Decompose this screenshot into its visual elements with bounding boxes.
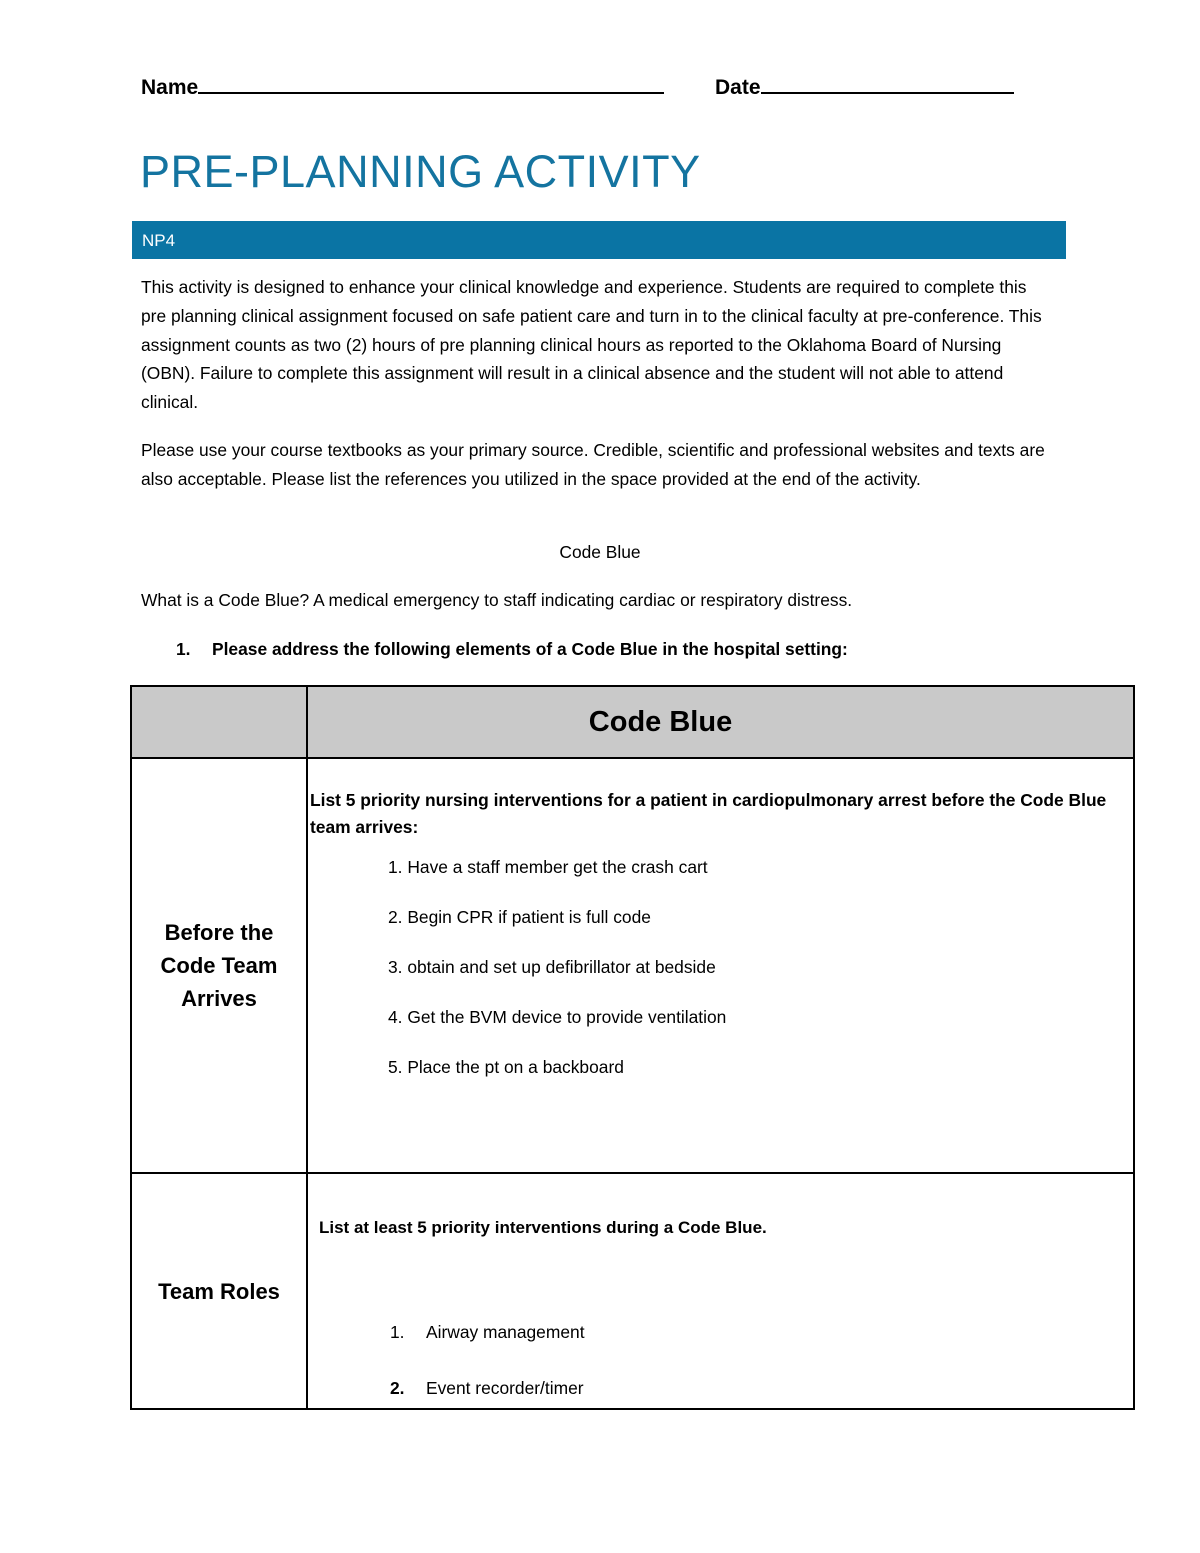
- intro-paragraph: This activity is designed to enhance your clinical knowledge and experience. Students are required to complete this pre planning clinical assignment focused on safe patient care and turn in to the clinical faculty at pre-conference. This assignment counts as two (2) hours of pre planning clinical hours as reported to the Oklahoma Board of Nursing (OBN). Failure to complete this assignment will result in a clinical absence and the student will not able to attend clinical.: [141, 277, 1042, 413]
- row-content-team-roles[interactable]: [307, 1173, 1134, 1409]
- date-blank-line[interactable]: [761, 74, 1014, 94]
- team-roles-list: [390, 1321, 585, 1433]
- table-header-title: Code Blue: [307, 686, 1134, 758]
- interventions-list: [388, 856, 726, 1106]
- header-empty-cell: [131, 686, 307, 758]
- row-label-text: Team Roles: [158, 1278, 280, 1304]
- list-item-number: 2.: [390, 1378, 405, 1398]
- name-field[interactable]: [141, 74, 664, 100]
- list-item-text: Airway management: [426, 1322, 585, 1342]
- row-content-before-code-team[interactable]: [307, 758, 1134, 1173]
- name-date-header: [141, 74, 1041, 106]
- list-item: 3. obtain and set up defibrillator at bedside: [388, 957, 716, 977]
- date-label: Date: [715, 76, 761, 99]
- table-header-row: [131, 686, 1134, 758]
- date-field[interactable]: [715, 74, 1014, 100]
- list-item-number: 1.: [390, 1322, 405, 1342]
- question-line: What is a Code Blue? A medical emergency to staff indicating cardiac or respiratory distress.: [141, 590, 853, 610]
- table-row: [131, 758, 1134, 1173]
- name-label: Name: [141, 76, 199, 99]
- sources-paragraph: Please use your course textbooks as your primary source. Credible, scientific and professional websites and texts are also acceptable. Please list the references you utilized in the space provided at the end of the activity.: [141, 440, 1045, 489]
- row-prompt: List at least 5 priority interventions during a Code Blue.: [319, 1218, 767, 1237]
- list-item: 4. Get the BVM device to provide ventilation: [388, 1007, 727, 1027]
- list-item: 5. Place the pt on a backboard: [388, 1057, 624, 1077]
- section-heading: Code Blue: [559, 542, 641, 562]
- document-title: PRE-PLANNING ACTIVITY: [140, 146, 701, 197]
- name-blank-line[interactable]: [198, 74, 664, 94]
- code-blue-table: [130, 685, 1135, 1410]
- instruction-number: 1.: [176, 639, 191, 659]
- list-item: 1. Have a staff member get the crash cart: [388, 857, 708, 877]
- instruction-line: [176, 639, 848, 660]
- table-row: [131, 1173, 1134, 1409]
- list-item: [390, 1321, 585, 1377]
- banner-label: NP4: [142, 231, 176, 250]
- row-prompt: List 5 priority nursing interventions for a patient in cardiopulmonary arrest before the Code Blue team arrives:: [310, 790, 1107, 837]
- list-item: 2. Begin CPR if patient is full code: [388, 907, 651, 927]
- row-label-text: Before the Code Team Arrives: [160, 920, 278, 1011]
- row-label-before-code-team: [131, 758, 307, 1173]
- row-label-team-roles: [131, 1173, 307, 1409]
- section-banner: [132, 221, 1066, 259]
- instruction-text: Please address the following elements of a Code Blue in the hospital setting:: [212, 639, 848, 659]
- list-item-text: Event recorder/timer: [426, 1378, 584, 1398]
- list-item: [390, 1377, 585, 1433]
